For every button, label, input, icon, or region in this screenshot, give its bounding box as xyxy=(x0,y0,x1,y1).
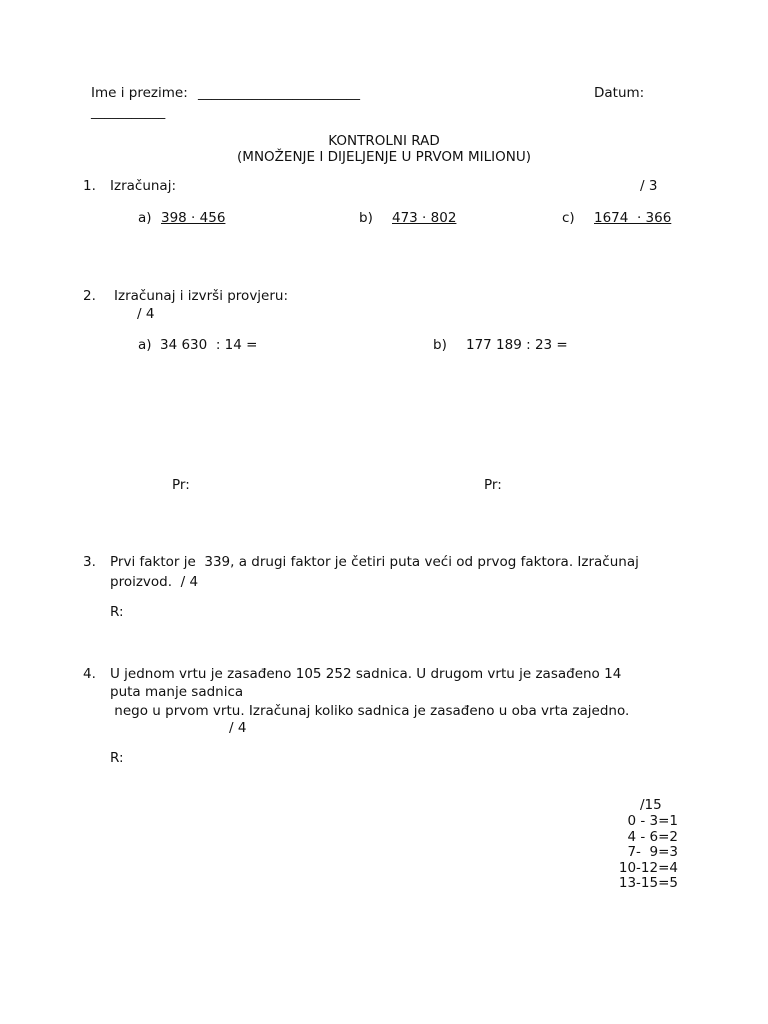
task4-text-line2: puta manje sadnica xyxy=(110,684,244,700)
task2-number: 2. xyxy=(83,288,96,304)
task1-item-b-label: b) xyxy=(359,210,373,226)
task1-item-c-label: c) xyxy=(562,210,575,226)
task2-check-a-label: Pr: xyxy=(172,477,190,493)
task2-points: / 4 xyxy=(137,306,155,322)
grading-row: 13-15=5 xyxy=(618,875,678,891)
task1-points: / 3 xyxy=(640,178,658,194)
grading-total: /15 xyxy=(640,797,662,813)
task4-text-line3: nego u prvom vrtu. Izračunaj koliko sadnica je zasađeno u oba vrta zajedno. xyxy=(110,703,630,719)
task1-item-a-label: a) xyxy=(138,210,152,226)
task4-text-line1: U jednom vrtu je zasađeno 105 252 sadnica. U drugom vrtu je zasađeno 14 xyxy=(110,666,622,682)
task2-check-b-label: Pr: xyxy=(484,477,502,493)
task3-number: 3. xyxy=(83,554,96,570)
task2-item-a-expr: 34 630 : 14 = xyxy=(160,337,258,353)
task1-item-b-expr: 473 · 802 xyxy=(392,210,457,226)
grading-row: 4 - 6=2 xyxy=(627,829,678,845)
task2-text: Izračunaj i izvrši provjeru: xyxy=(114,288,289,304)
task4-number: 4. xyxy=(83,666,96,682)
task4-answer-label: R: xyxy=(110,750,124,766)
grading-row: 7- 9=3 xyxy=(627,844,678,860)
task3-text-line2: proizvod. / 4 xyxy=(110,574,199,590)
date-label: Datum: xyxy=(594,85,645,101)
page-subtitle: (MNOŽENJE I DIJELJENJE U PRVOM MILIONU) xyxy=(237,149,531,165)
task2-item-b-expr: 177 189 : 23 = xyxy=(466,337,568,353)
task1-text: Izračunaj: xyxy=(110,178,176,194)
task1-number: 1. xyxy=(83,178,96,194)
task2-item-a-label: a) xyxy=(138,337,152,353)
task4-points: / 4 xyxy=(229,720,247,736)
task2-item-b-label: b) xyxy=(433,337,447,353)
name-label: Ime i prezime: xyxy=(91,85,193,101)
name-line: ________________________ xyxy=(198,85,360,101)
task1-item-a-expr: 398 · 456 xyxy=(161,210,226,226)
task1-item-c-expr: 1674 · 366 xyxy=(594,210,672,226)
grading-row: 10-12=4 xyxy=(618,860,678,876)
grading-row: 0 - 3=1 xyxy=(627,813,678,829)
task3-answer-label: R: xyxy=(110,604,124,620)
page-title: KONTROLNI RAD xyxy=(328,133,440,149)
task3-text-line1: Prvi faktor je 339, a drugi faktor je četiri puta veći od prvog faktora. Izračunaj xyxy=(110,554,639,570)
date-line: ___________ xyxy=(91,104,166,120)
